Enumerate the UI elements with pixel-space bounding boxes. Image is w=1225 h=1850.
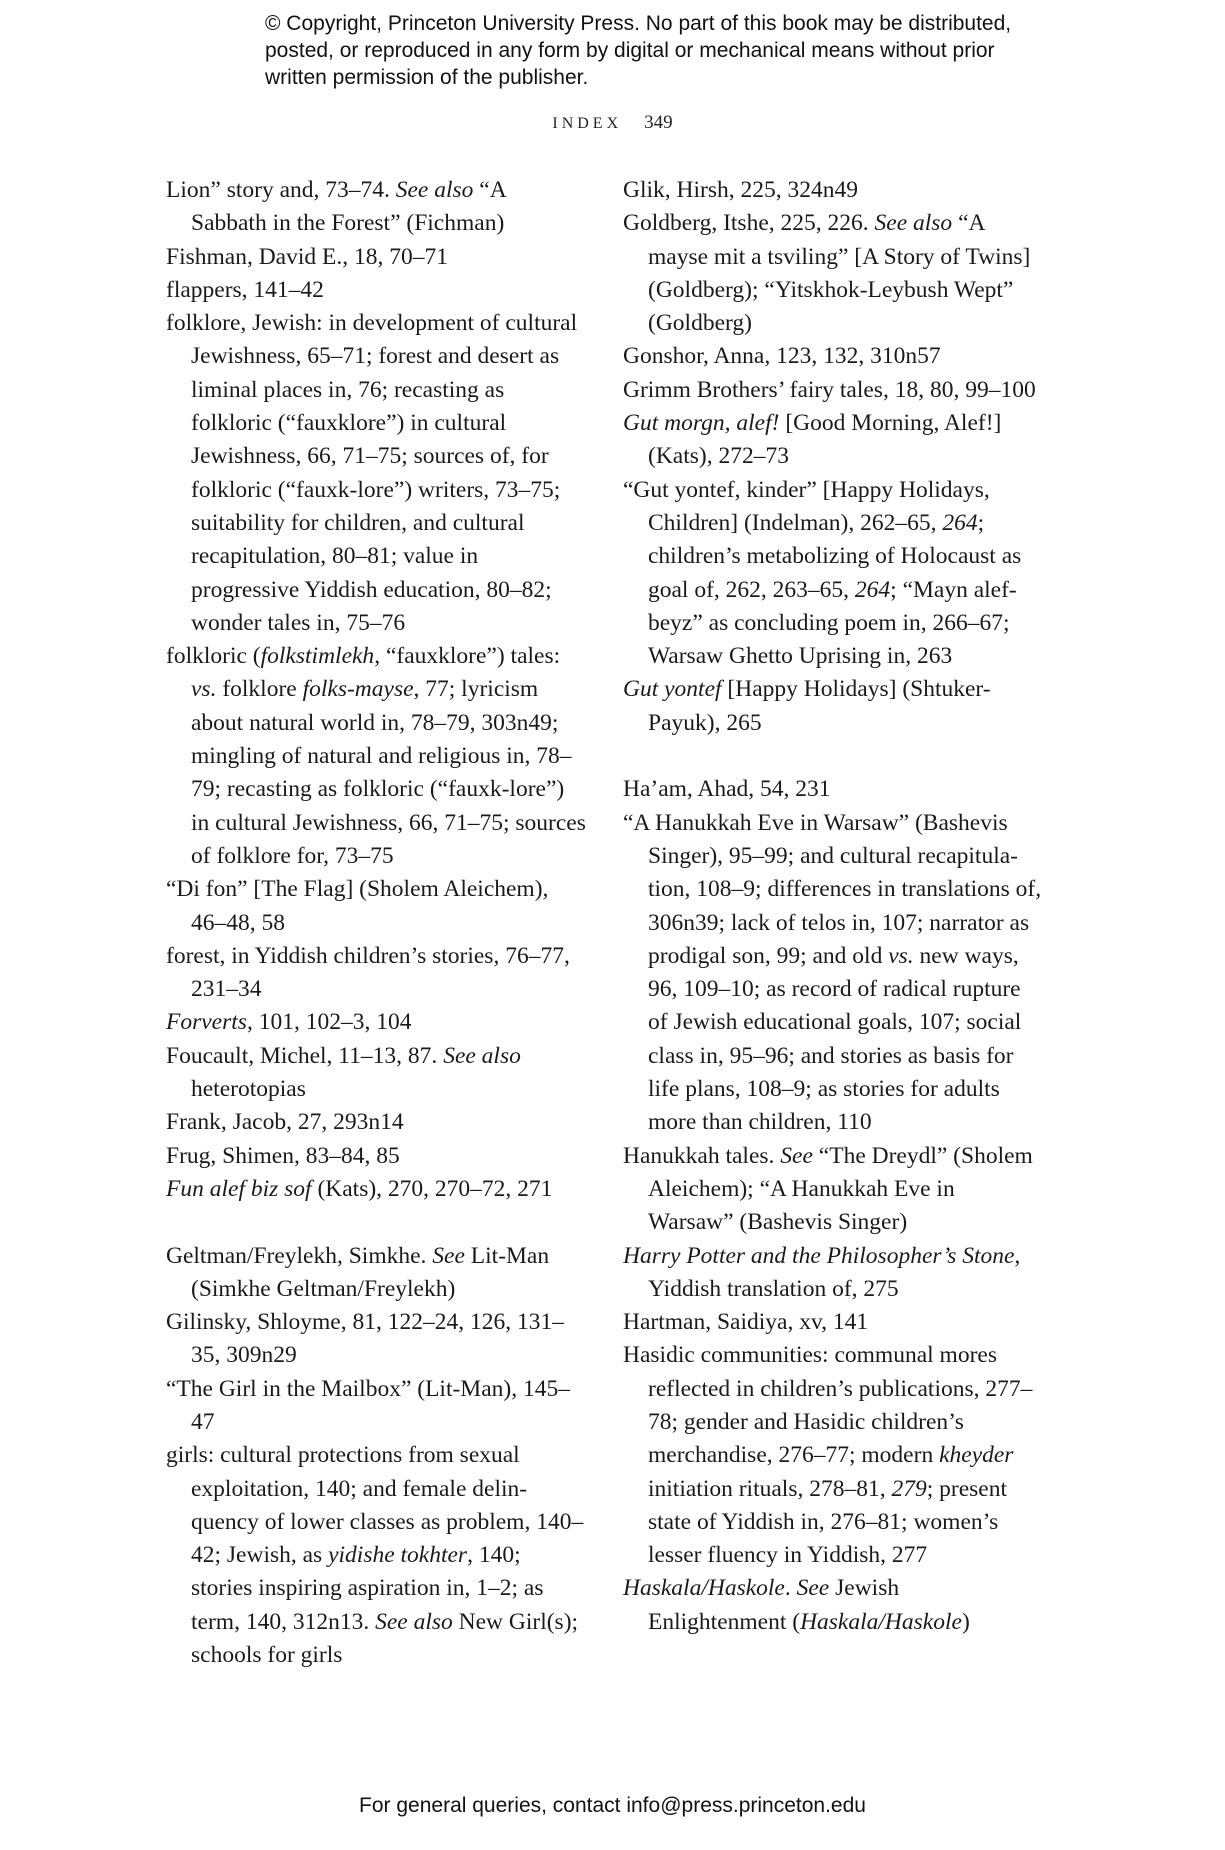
index-entry-italic-text: vs. [191, 676, 217, 703]
index-entry-italic-text: See also [395, 177, 474, 203]
index-entry-italic-text: Gut morgn, alef! [623, 410, 780, 437]
index-entry-italic-text: Gut yontef [623, 676, 722, 703]
index-entry-text: folklore, Jewish: in development of cultural Jewishness, 65–71; forest and desert as liminal places in, 76; recasting as folkloric (“fauxklore”) in cultural Jewishness, 66, 71–75; sources of, for folkloric (“fauxk-lore”) writers, 73–75; suitability for children, and cultural recapitulation, 80–81; value in progressive Yiddish education, 80–82; wonder tales in, 75–76 [166, 310, 578, 636]
index-entry-italic-text: See [432, 1242, 465, 1269]
index-entry-italic-text: folkstimlekh [260, 643, 375, 670]
index-entry-italic-text: Haskala/Haskole [623, 1575, 785, 1602]
running-head [0, 112, 1225, 134]
index-entry-italic-text: 279 [891, 1475, 927, 1502]
index-entry-italic-text: See [796, 1575, 830, 1602]
index-column-left [166, 174, 586, 1672]
index-entry-text: “A Hanukkah Eve in Warsaw” (Bashevis Singer), 95–99; and cultural recapitula-tion, 108–9; differences in translations of, 306n39; lack of telos in, 107; narrator as prodigal son, 99; and old [623, 809, 1042, 969]
index-entry-italic-text: Forverts [166, 1009, 247, 1036]
index-entry-text: Hartman, Saidiya, xv, 141 [623, 1309, 869, 1336]
index-entry-text: new ways, 96, 109–10; as record of radical rupture of Jewish educational goals, 107; social class in, 95–96; and stories as basis for life plans, 108–9; as stories for adults more than children, 110 [648, 942, 1022, 1136]
index-entry [623, 673, 1043, 740]
index-entry [623, 407, 1043, 474]
index-entry-text: (Kats), 270, 270–72, 271 [311, 1175, 553, 1202]
index-entry-text: , Yiddish translation of, 275 [648, 1242, 1021, 1302]
index-entry-text: Jewish Enlightenment ( [648, 1575, 900, 1635]
index-entry-italic-text: Fun alef biz sof [166, 1175, 312, 1202]
index-entry-italic-text: See [780, 1142, 813, 1169]
index-entry-text: Gilinsky, Shloyme, 81, 122–24, 126, 131–35, 309n29 [166, 1309, 564, 1369]
index-entry [166, 1106, 586, 1139]
index-entry [166, 241, 586, 274]
index-entry [623, 807, 1043, 1140]
index-entry-text: initiation rituals, 278–81, [648, 1475, 892, 1502]
index-entry-text: New Girl(s); schools for girls [191, 1608, 579, 1669]
index-entry [623, 1240, 1043, 1307]
index-entry-text: “Gut yontef, kinder” [Happy Holidays, Children] (Indelman), 262–65, [623, 476, 990, 536]
index-entry [166, 1140, 586, 1173]
index-entry [166, 307, 586, 640]
index-entry-text: “Di fon” [The Flag] (Sholem Aleichem), 46–48, 58 [166, 876, 549, 936]
index-entry-text: Glik, Hirsh, 225, 324n49 [623, 177, 858, 203]
index-entry [166, 1373, 586, 1440]
index-entry-text: [Good Morning, Alef!] (Kats), 272–73 [648, 410, 1002, 470]
index-entry-text: . [784, 1575, 797, 1602]
index-entry-italic-text: vs. [888, 942, 914, 969]
index-entry-italic-text: kheyder [939, 1442, 1014, 1469]
index-entry-text: ) [961, 1608, 970, 1635]
index-entry-text: “The Dreydl” (Sholem Aleichem); “A Hanukkah Eve in Warsaw” (Bashevis Singer) [648, 1142, 1033, 1236]
index-entry-italic-text: 264 [942, 509, 978, 536]
index-entry-text: , “fauxklore”) tales: [374, 643, 561, 670]
index-entry-italic-text: Haskala/Haskole [800, 1608, 962, 1635]
index-entry [166, 1439, 586, 1672]
page-number: 349 [644, 112, 673, 133]
index-entry [166, 640, 586, 873]
index-entry-italic-text: See also [375, 1608, 453, 1635]
running-head-label: INDEX [552, 115, 623, 132]
index-entry [623, 340, 1043, 373]
index-entry [166, 1040, 586, 1107]
index-entry-text: Goldberg, Itshe, 225, 226. [623, 210, 875, 237]
index-column-right [623, 174, 1043, 1639]
footer-contact: For general queries, contact info@press.princeton.edu [359, 1794, 866, 1817]
index-entry [166, 1173, 586, 1206]
index-entry [166, 174, 586, 241]
index-entry-text: Gonshor, Anna, 123, 132, 310n57 [623, 343, 941, 370]
index-entry [623, 207, 1043, 340]
index-entry-text: [Happy Holidays] (Shtuker-Payuk), 265 [648, 676, 991, 736]
index-entry-text: Fishman, David E., 18, 70–71 [166, 243, 448, 270]
index-entry [623, 374, 1043, 407]
index-entry-text: Grimm Brothers’ fairy tales, 18, 80, 99–100 [623, 376, 1036, 403]
index-entry-text: girls: cultural protections from sexual exploitation, 140; and female delin-quency of lower classes as problem, 140–42; Jewish, as [166, 1442, 584, 1569]
index-entry [166, 274, 586, 307]
copyright-notice: © Copyright, Princeton University Press. No part of this book may be distributed, posted, or reproduced in any form by digital or mechanical means without prior written permission of the publisher. [265, 12, 1012, 89]
index-entry-text: “The Girl in the Mailbox” (Lit-Man), 145–47 [166, 1375, 570, 1435]
index-entry-text: flappers, 141–42 [166, 276, 324, 303]
index-entry-text: “A Sabbath in the Forest” (Fichman) [191, 177, 506, 237]
index-entry [166, 1006, 586, 1039]
index-entry-text: Geltman/Freylekh, Simkhe. [166, 1242, 433, 1269]
index-entry-text: Ha’am, Ahad, 54, 231 [623, 776, 831, 803]
index-entry-text: Foucault, Michel, 11–13, 87. [166, 1042, 444, 1069]
index-entry [623, 1140, 1043, 1240]
index-entry-italic-text: See also [443, 1042, 521, 1069]
index-entry-text: ; children’s metabolizing of Holocaust as goal of, 262, 263–65, [648, 509, 1022, 603]
index-entry-text: Hanukkah tales. [623, 1142, 781, 1169]
index-entry-text: forest, in Yiddish children’s stories, 76–77, 231–34 [166, 942, 570, 1003]
index-entry-text: Lion” story and, 73–74. [166, 177, 396, 203]
index-entry-text: folklore [216, 676, 303, 703]
index-entry-italic-text: 264 [854, 576, 891, 603]
index-entry [623, 1572, 1043, 1639]
index-entry-text: , 77; lyricism about natural world in, 78–79, 303n49; mingling of natural and religious in, 78–79; recasting as folkloric (“fauxk-lore”) in cultural Jewishness, 66, 71–75; sources of folklore for, 73–75 [191, 676, 586, 869]
index-entry-text: folkloric ( [166, 643, 261, 670]
index-entry-italic-text: See also [874, 210, 953, 237]
index-entry-text: ; present state of Yiddish in, 276–81; women’s lesser fluency in Yiddish, 277 [648, 1475, 1007, 1569]
index-entry [166, 1306, 586, 1373]
index-entry [166, 940, 586, 1007]
index-entry-italic-text: Harry Potter and the Philosopher’s Stone [623, 1242, 1015, 1269]
index-entry-text: , 101, 102–3, 104 [246, 1009, 412, 1036]
index-entry-italic-text: yidishe tokhter [328, 1542, 468, 1569]
index-entry-text: Lit-Man (Simkhe Geltman/Freylekh) [191, 1242, 550, 1302]
index-entry-text: Hasidic communities: communal mores reflected in children’s publications, 277–78; gender and Hasidic children’s merchandise, 276–77; modern [623, 1342, 1033, 1469]
index-entry-text: heterotopias [191, 1076, 306, 1103]
index-entry-text: Frug, Shimen, 83–84, 85 [166, 1142, 400, 1169]
index-entry [623, 1339, 1043, 1572]
index-entry [623, 174, 1043, 207]
index-entry [166, 873, 586, 940]
index-entry [623, 773, 1043, 806]
index-entry-text: , 140; stories inspiring aspiration in, 1–2; as term, 140, 312n13. [191, 1542, 544, 1635]
index-entry [623, 474, 1043, 674]
index-entry-text: “A mayse mit a tsviling” [A Story of Twins] (Goldberg); “Yitskhok-Leybush Wept” (Goldberg) [648, 210, 1031, 337]
index-entry [166, 1240, 586, 1307]
index-entry-italic-text: folks-mayse [302, 676, 414, 703]
index-entry-text: ; “Mayn alef-beyz” as concluding poem in, 266–67; Warsaw Ghetto Uprising in, 263 [648, 576, 1017, 670]
index-entry-text: Frank, Jacob, 27, 293n14 [166, 1109, 404, 1136]
index-entry [623, 1306, 1043, 1339]
